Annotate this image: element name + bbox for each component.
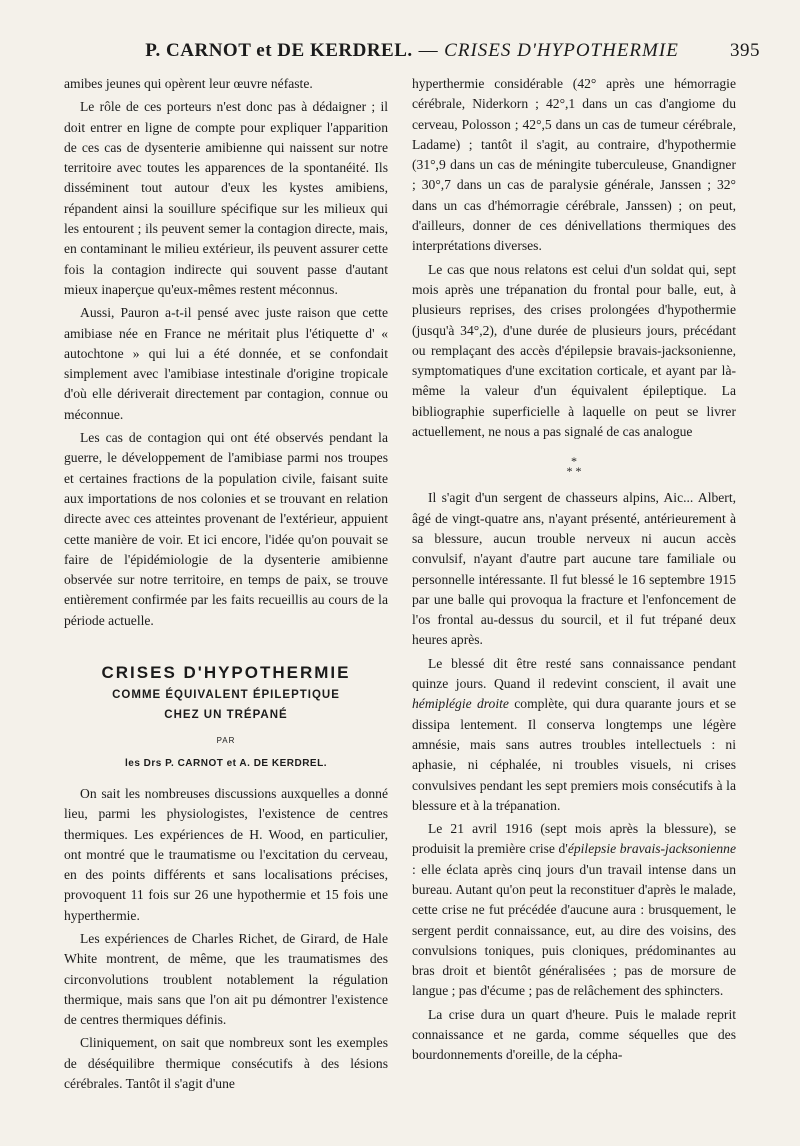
article-par: PAR xyxy=(216,736,236,746)
italic-term: épilepsie bravais-jacksonienne xyxy=(567,841,737,857)
paragraph xyxy=(412,819,736,1002)
paragraph: Le rôle de ces porteurs n'est donc pas à dédaigner ; il doit entrer en ligne de compte pour expliquer l'apparition de ces cas de dysenterie amibienne qui naissent sur notre territoire avec toutes les apparences de la spontanéité. Ils disséminent tout autour d'eux les kystes amibiens, répandent ainsi la souillure spécifique sur les milieux qui les entourent ; ils peuvent semer la contagion directe, mais, en contaminant le milieu extérieur, ils peuvent assurer cette fois la contagion indirecte qui souvent passe d'autant mieux inaperçue qu'eux-mêmes restent méconnus. xyxy=(64,99,388,297)
paragraph: La crise dura un quart d'heure. Puis le malade reprit connaissance et ne garda, comme séquelles que des bourdonnements d'oreille, de la cépha- xyxy=(412,1006,736,1063)
running-head xyxy=(64,40,760,70)
paragraph: amibes jeunes qui opèrent leur œuvre néfaste. xyxy=(64,76,313,91)
text-run: Le blessé dit être resté sans connaissance pendant quinze jours. Quand il redevint conscient, il avait une xyxy=(412,655,736,692)
text-run: complète, qui dura quarante jours et se dissipa lentement. Il conserva longtemps une légère amnésie, mais sans autres troubles intellectuels : ni aphasie, ni céphalée, ni troubles visuels, ni crises convulsives pendant les sept premiers mois consécutifs à la blessure et à la trépanation. xyxy=(412,696,736,813)
running-head-separator: — xyxy=(418,40,439,61)
paragraph: hyperthermie considérable (42° après une hémorragie cérébrale, Niderkorn ; 42°,1 dans un cas d'angiome du cerveau, Polosson ; 42°,5 dans un cas de tumeur cérébrale, Ladame) ; tantôt il s'agit, au contraire, d'hypothermie (31°,9 dans un cas de méningite tuberculeuse, Gnandigner ; 30°,7 dans un cas de paralysie générale, Janssen ; 32° dans un cas d'hémorragie cérébrale, Janssen) ; on peut, d'ailleurs, donner de ces dénivellations thermiques des interprétations diverses. xyxy=(412,76,736,254)
asterism-top: * xyxy=(571,454,577,469)
left-column xyxy=(64,74,388,1097)
paragraph: On sait les nombreuses discussions auxquelles a donné lieu, parmi les physiologistes, l'existence de centres thermiques. Les expériences de H. Wood, en particulier, ont montré que le traumatisme ou l'excitation du cerveau, en des points différents et sans localisations précises, provoquent 11 fois sur 26 une hypothermie et 15 fois une hyperthermie. xyxy=(64,785,388,923)
italic-term: hémiplégie droite xyxy=(412,696,509,712)
running-head-authors: P. CARNOT et DE KERDREL. xyxy=(145,40,413,61)
article-subtitle-1: COMME ÉQUIVALENT ÉPILEPTIQUE xyxy=(112,689,340,702)
asterism xyxy=(412,454,736,479)
text-run: : elle éclata après cinq jours d'un travail intense dans un bureau. Autant qu'on peut la reconstituer d'après le malade, cette crise ne fut précédée d'aucune aura : brusquement, le sergent perdit connaissance, eut, au dire des voisins, des convulsions toniques, puis cloniques, prédominantes au bras droit et bientôt généralisées ; pas de morsure de langue ; pas d'écume ; pas de relâchement des sphincters. xyxy=(412,861,736,999)
paragraph: Cliniquement, on sait que nombreux sont les exemples de déséquilibre thermique consécutifs à des lésions cérébrales. Tantôt il s'agit d'une xyxy=(64,1035,388,1092)
paragraph: Il s'agit d'un sergent de chasseurs alpins, Aic... Albert, âgé de vingt-quatre ans, n'ayant présenté, antérieurement à sa blessure, aucun trouble nerveux ni aucun accès convulsif, n'ayant d'autre part aucune tare familiale ou personnelle intéressante. Il fut blessé le 16 septembre 1915 par une balle qui provoqua la fracture et l'enfoncement de l'os frontal au-dessus du sourcil, et il fut trépané deux heures après. xyxy=(412,490,736,648)
article-authors: les Drs P. CARNOT et A. DE KERDREL. xyxy=(125,757,327,769)
article-title: CRISES D'HYPOTHERMIE xyxy=(101,663,351,683)
paragraph: Les cas de contagion qui ont été observés pendant la guerre, le développement de l'amibiase parmi nos troupes et certaines fractions de la population civile, faisant suite aux importations de nos colonies et se trouvant en relation directe avec ces atteintes provenant de l'extérieur, appuient cette manière de voir. Et ici encore, l'idée qu'on pouvait se faire de l'épidémiologie de la dysenterie amibienne observée sur notre territoire, en temps de paix, se trouve entièrement confirmée par les faits recueillis au cours de la période actuelle. xyxy=(64,430,388,628)
page-number: 395 xyxy=(730,40,760,61)
paragraph: Le cas que nous relatons est celui d'un soldat qui, sept mois après une trépanation du frontal pour balle, eut, à plusieurs reprises, des crises prolongées d'hypothermie (jusqu'à 34°,2), d'une durée de plusieurs jours, précédant ou remplaçant des accès d'épilepsie bravais-jacksonienne, symptomatiques d'une excitation corticale, et ayant par là-même la valeur d'un équivalent épileptique. La bibliographie superficielle à laquelle on peut se livrer actuellement, ne nous a pas signalé de cas analogue xyxy=(412,261,736,440)
paragraph xyxy=(412,654,736,816)
running-head-title: CRISES D'HYPOTHERMIE xyxy=(444,40,679,61)
text-run: Le 21 avril 1916 (sept mois après la blessure), se produisit la première crise d' xyxy=(412,821,736,857)
article-subtitle-2: CHEZ UN TRÉPANÉ xyxy=(164,709,288,722)
right-column xyxy=(412,74,736,1097)
columns xyxy=(64,74,760,1097)
asterism-bottom: * * xyxy=(566,464,582,479)
paragraph: Les expériences de Charles Richet, de Girard, de Hale White montrent, de même, que les traumatismes des circonvolutions troublent notablement la régulation thermique, mais sans que l'on ait pu démontrer l'existence de centres thermiques définis. xyxy=(64,930,388,1028)
paragraph: Aussi, Pauron a-t-il pensé avec juste raison que cette amibiase née en France ne méritait plus l'étiquette d' « autochtone » qui lui a été donnée, et se confondait simplement avec l'amibiase intestinale d'origine tropicale d'où elle dériverait directement par contagion, connue ou méconnue. xyxy=(64,305,388,422)
article-heading xyxy=(64,663,388,774)
